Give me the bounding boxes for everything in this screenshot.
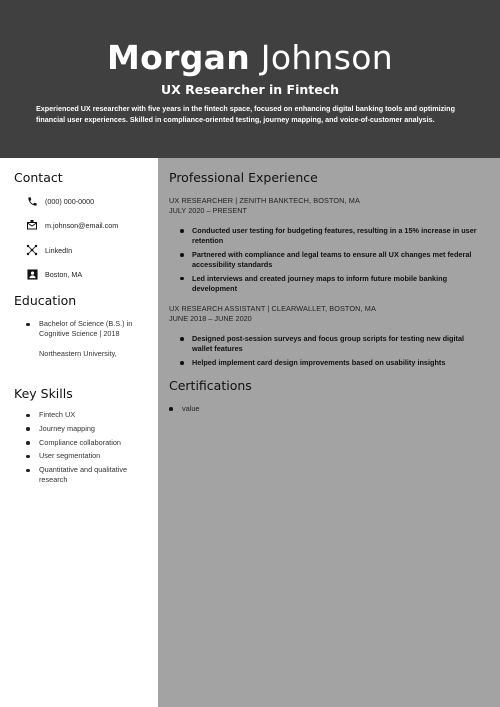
linkedin-icon: [26, 244, 38, 256]
job-bullet: Partnered with compliance and legal teams to ensure all UX changes met federal accessibility standards: [180, 250, 480, 270]
phone-text: (000) 000-0000: [45, 196, 95, 206]
main-content: [158, 158, 500, 707]
resume-header: [0, 0, 500, 158]
linkedin-link[interactable]: LinkedIn: [45, 245, 73, 255]
contact-email[interactable]: [26, 218, 119, 232]
job-bullet: Designed post-session surveys and focus group scripts for testing new digital wallet features: [180, 334, 480, 354]
first-name: Morgan: [107, 38, 250, 77]
last-name: Johnson: [260, 38, 393, 77]
education-school: Northeastern University,: [39, 349, 117, 358]
education-list: [26, 319, 151, 343]
job-title: UX RESEARCH ASSISTANT | CLEARWALLET, BOSTON, MA: [169, 304, 376, 313]
education-degree: Bachelor of Science (B.S.) in Cognitive Science | 2018: [26, 319, 151, 339]
sidebar: [0, 158, 158, 707]
certifications-list: [169, 404, 199, 413]
contact-heading: Contact: [14, 170, 63, 185]
job-bullet: Led interviews and created journey maps to inform future mobile banking development: [180, 274, 480, 294]
skill-item: Journey mapping: [26, 424, 151, 434]
skills-list: [26, 410, 151, 489]
skills-heading: Key Skills: [14, 386, 73, 401]
contact-linkedin[interactable]: [26, 243, 73, 257]
certification-item: value: [169, 404, 199, 413]
contact-phone: [26, 194, 95, 208]
email-link[interactable]: m.johnson@email.com: [45, 220, 119, 230]
job-dates: JUNE 2018 – JUNE 2020: [169, 314, 252, 323]
job-bullet: Helped implement card design improvements based on usability insights: [180, 358, 480, 368]
job-bullet: Conducted user testing for budgeting features, resulting in a 15% increase in user retention: [180, 226, 480, 246]
location-icon: [26, 268, 38, 280]
location-text: Boston, MA: [45, 269, 83, 279]
job-dates: JULY 2020 – PRESENT: [169, 206, 248, 215]
candidate-name: [0, 38, 500, 78]
phone-icon: [26, 195, 38, 207]
education-heading: Education: [14, 293, 77, 308]
job-title: UX RESEARCHER | ZENITH BANKTECH, BOSTON, MA: [169, 196, 360, 205]
headline: UX Researcher in Fintech: [160, 82, 340, 97]
summary: Experienced UX researcher with five years in the fintech space, focused on enhancing digital banking tools and optimizing financial user experiences. Skilled in compliance-oriented testing, journey mapping, and voice-of-customer analysis.: [36, 104, 455, 124]
skill-item: User segmentation: [26, 451, 151, 461]
job-bullets: [180, 226, 480, 297]
certifications-heading: Certifications: [169, 378, 252, 393]
skill-item: Fintech UX: [26, 410, 151, 420]
experience-heading: Professional Experience: [169, 170, 318, 185]
job-bullets: [180, 334, 480, 372]
skill-item: Quantitative and qualitative research: [26, 465, 151, 485]
email-icon: [26, 219, 38, 231]
contact-location: [26, 267, 83, 281]
skill-item: Compliance collaboration: [26, 438, 151, 448]
